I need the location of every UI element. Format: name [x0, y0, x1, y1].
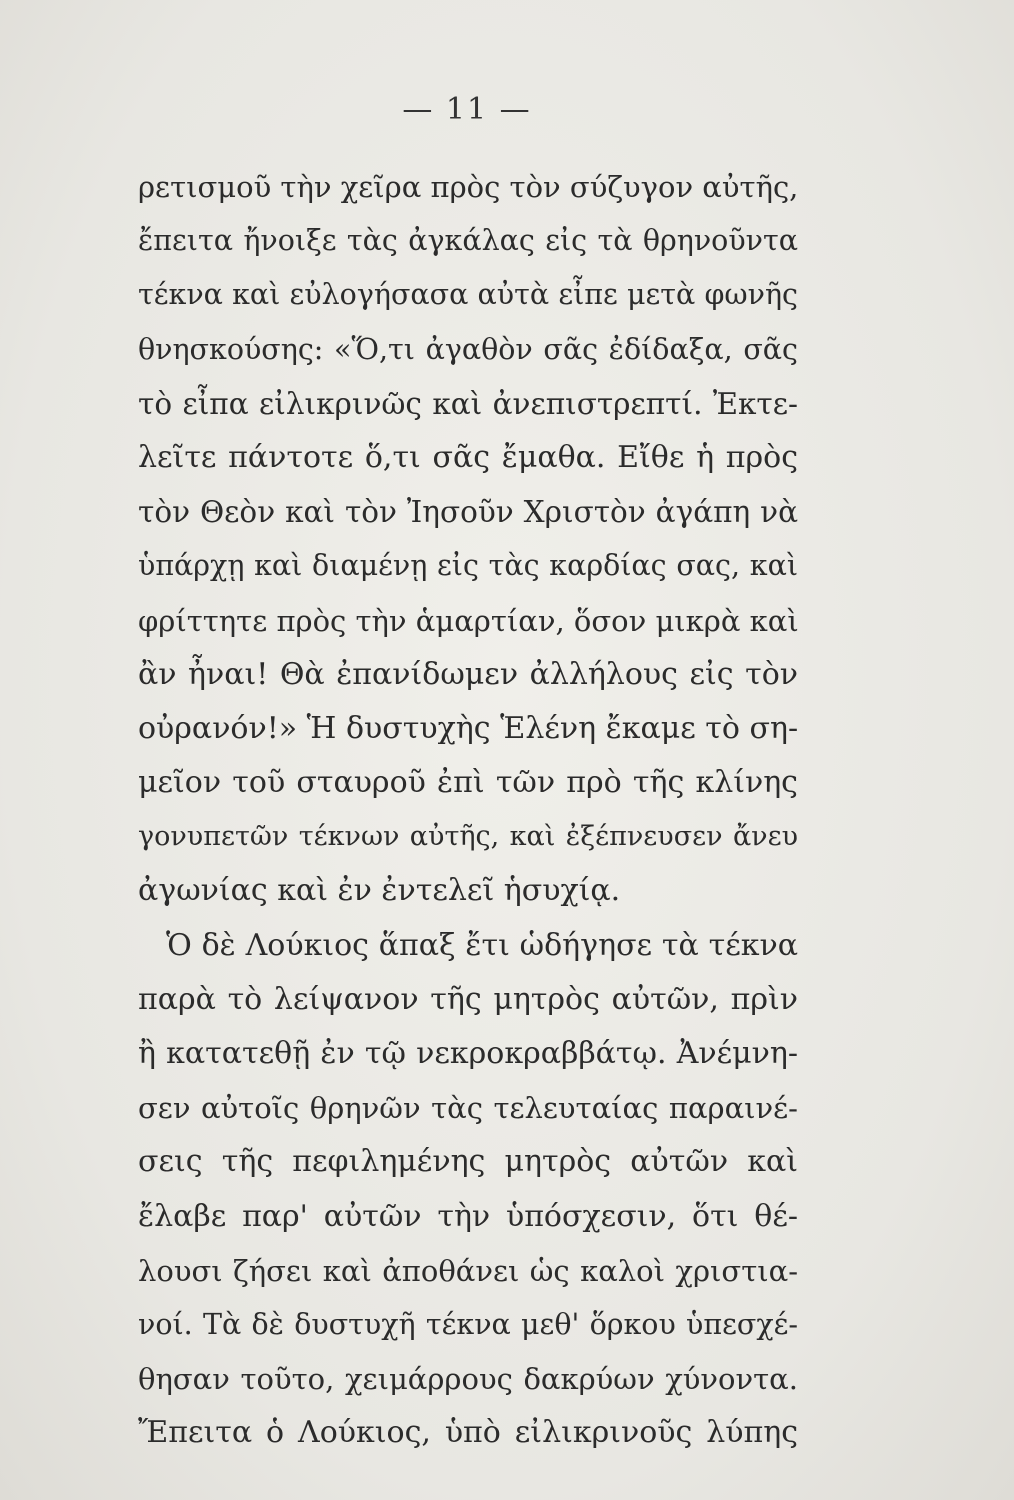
page-number: — 11 —	[402, 92, 532, 127]
text-line: γονυπετῶν τέκνων αὐτῆς, καὶ ἐξέπνευσεν ἄνευ	[138, 821, 798, 853]
text-line: θνησκούσης: «Ὅ,τι ἀγαθὸν σᾶς ἐδίδαξα, σᾶς	[138, 332, 798, 366]
text-line: ἀγωνίας καὶ ἐν ἐντελεῖ ἡσυχίᾳ.	[138, 873, 621, 909]
text-line: ἢ κατατεθῇ ἐν τῷ νεκροκραββάτῳ. Ἀνέμνη-	[138, 1036, 798, 1071]
text-line: τέκνα καὶ εὐλογήσασα αὐτὰ εἶπε μετὰ φωνῆς	[138, 278, 798, 312]
text-line: Ἔπειτα ὁ Λούκιος, ὑπὸ εἰλικρινοῦς λύπης	[138, 1415, 798, 1451]
text-line: ὑπάρχῃ καὶ διαμένῃ εἰς τὰς καρδίας σας, καὶ	[138, 549, 798, 583]
text-line: μεῖον τοῦ σταυροῦ ἐπὶ τῶν πρὸ τῆς κλίνης	[138, 765, 798, 801]
text-line: λουσι ζήσει καὶ ἀποθάνει ὡς καλοὶ χριστια-	[138, 1253, 798, 1288]
text-line: τὸ εἶπα εἰλικρινῶς καὶ ἀνεπιστρεπτί. Ἐκτε-	[138, 386, 798, 421]
text-line: παρὰ τὸ λείψανον τῆς μητρὸς αὐτῶν, πρὶν	[138, 981, 798, 1017]
paragraph-start-line: Ὁ δὲ Λούκιος ἅπαξ ἔτι ὡδήγησε τὰ τέκνα	[166, 927, 798, 963]
text-line: ρετισμοῦ τὴν χεῖρα πρὸς τὸν σύζυγον αὐτῆς,	[138, 170, 799, 204]
text-line: φρίττητε πρὸς τὴν ἁμαρτίαν, ὅσον μικρὰ καὶ	[138, 603, 799, 638]
text-line: σεν αὐτοῖς θρηνῶν τὰς τελευταίας παραινέ-	[138, 1091, 798, 1126]
text-line: λεῖτε πάντοτε ὅ,τι σᾶς ἔμαθα. Εἴθε ἡ πρὸς	[138, 439, 798, 475]
text-line: ἂν ἦναι! Θὰ ἐπανίδωμεν ἀλλήλους εἰς τὸν	[138, 656, 798, 692]
text-line: θησαν τοῦτο, χειμάρρους δακρύων χύνοντα.	[138, 1362, 798, 1397]
text-line: νοί. Τὰ δὲ δυστυχῆ τέκνα μεθ' ὅρκου ὑπεσχέ-	[138, 1307, 798, 1341]
text-line: ἔλαβε παρ' αὐτῶν τὴν ὑπόσχεσιν, ὅτι θέ-	[138, 1198, 798, 1234]
text-line: οὐρανόν!» Ἡ δυστυχὴς Ἑλένη ἔκαμε τὸ ση-	[138, 710, 799, 746]
text-line: σεις τῆς πεφιλημένης μητρὸς αὐτῶν καὶ	[138, 1144, 798, 1180]
text-line: ἔπειτα ἤνοιξε τὰς ἀγκάλας εἰς τὰ θρηνοῦντα	[138, 224, 798, 258]
body-text	[138, 160, 798, 1461]
text-line: τὸν Θεὸν καὶ τὸν Ἰησοῦν Χριστὸν ἀγάπη νὰ	[138, 495, 798, 530]
